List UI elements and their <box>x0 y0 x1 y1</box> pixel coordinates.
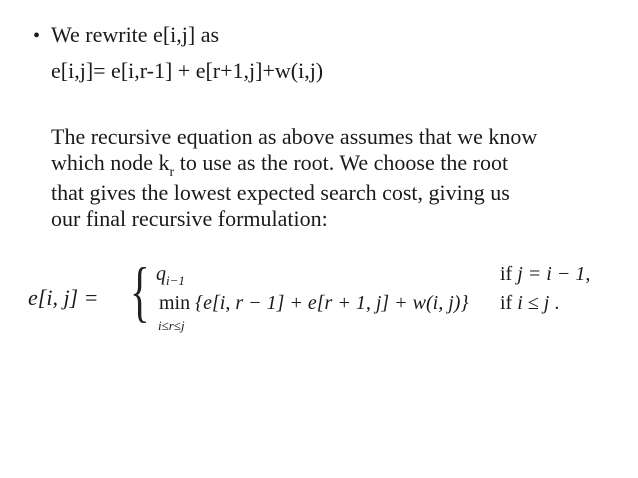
subscript-r: r <box>169 165 175 180</box>
formula-lhs: e[i, j] = <box>28 285 99 310</box>
formula-case-1: $q_{i-1}$ <box>156 263 185 288</box>
paragraph-line-4: our final recursive formulation: <box>51 206 328 231</box>
bullet-text: We rewrite e[i,j] as <box>51 22 220 47</box>
formula-condition-1: if j = i − 1, <box>500 263 591 285</box>
formula-case-2: min {e[i, r − 1] + e[r + 1, j] + w(i, j)} <box>159 292 469 314</box>
recursive-formula <box>28 255 618 345</box>
bullet-icon: • <box>33 25 41 47</box>
formula-condition-2: if i ≤ j . <box>500 292 560 314</box>
paragraph-line-1: The recursive equation as above assumes that we know <box>51 124 538 149</box>
paragraph-line-2: which node $k_r$ to use as the root. We choose the root <box>51 150 509 180</box>
formula-brace: { <box>130 253 150 329</box>
bullet-line <box>33 22 219 49</box>
equation-line: e[i,j]= e[i,r-1] + e[r+1,j]+w(i,j) <box>51 58 324 83</box>
formula-min-range: i≤r≤j <box>158 318 185 333</box>
paragraph-line-3: that gives the lowest expected search cost, giving us <box>51 180 510 205</box>
explanation-paragraph <box>51 124 611 232</box>
